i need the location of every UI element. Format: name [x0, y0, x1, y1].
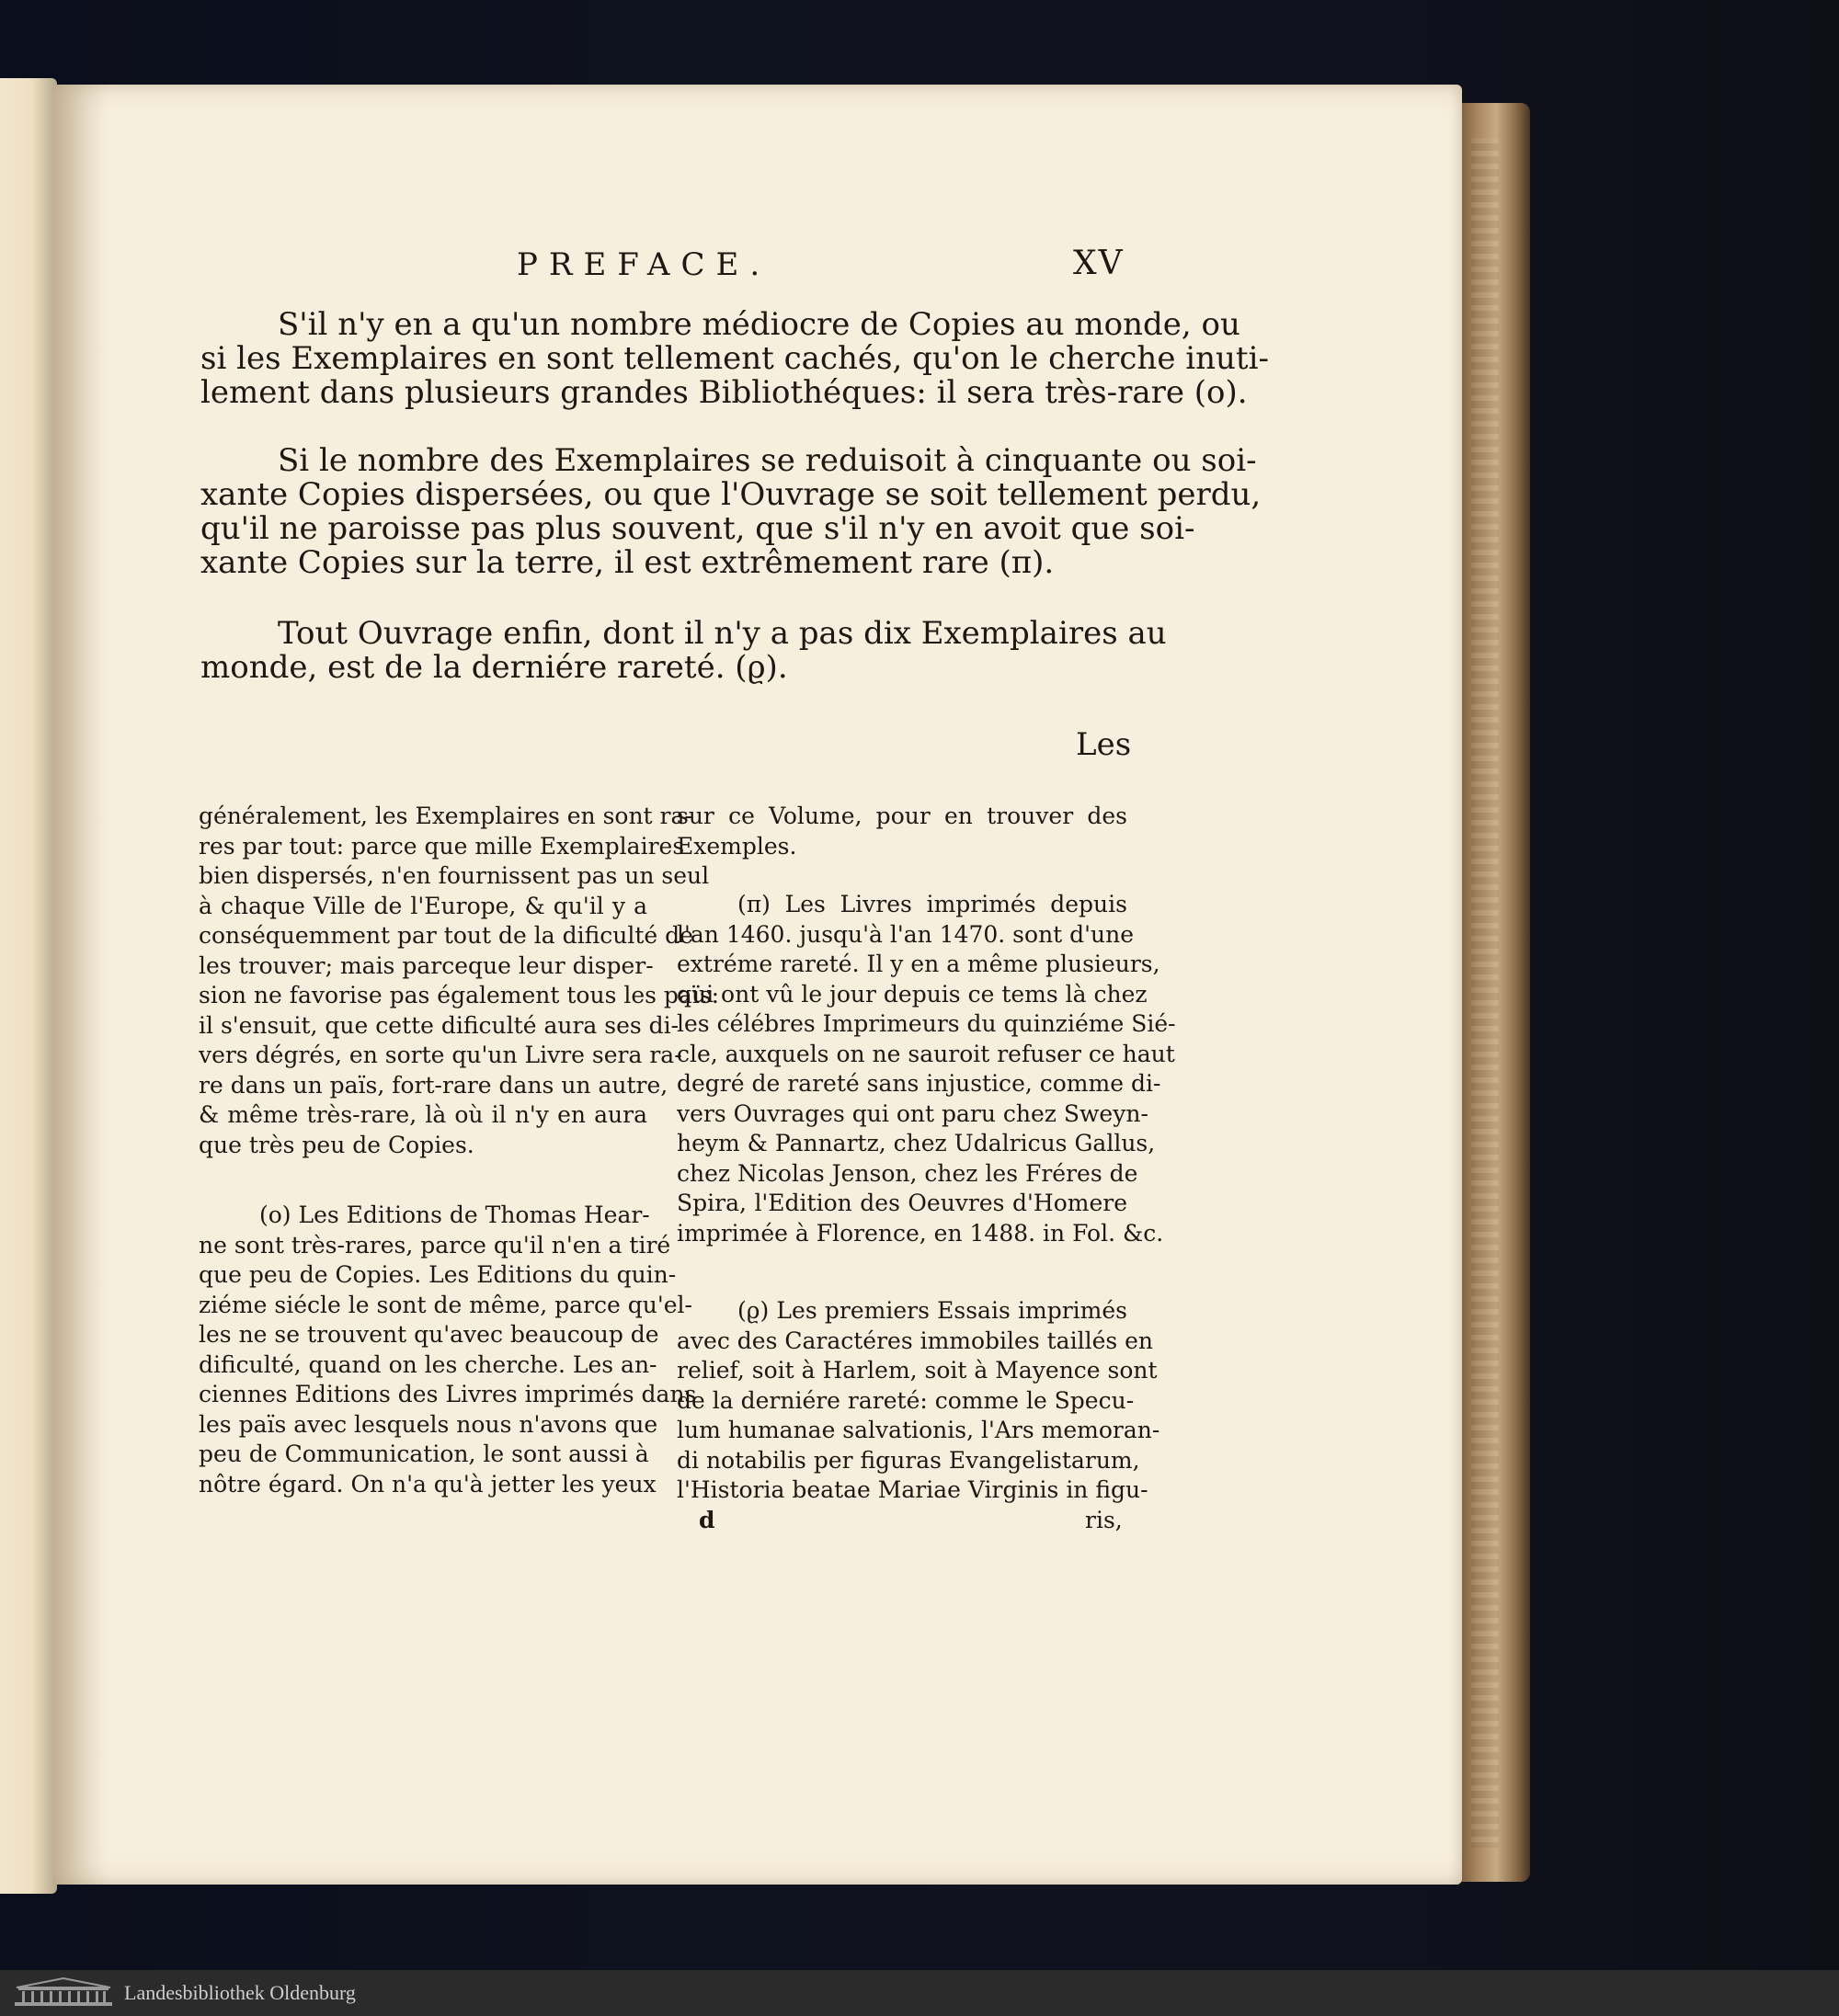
note-line: vers dégrés, en sorte qu'un Livre sera ra-: [199, 1042, 682, 1068]
footnote-o: [199, 1201, 697, 1499]
catchword: Les: [1076, 726, 1132, 763]
note-line: ne sont très-rares, parce qu'il n'en a tiré: [199, 1231, 671, 1259]
signature-mark: d: [699, 1507, 715, 1533]
note-line: nôtre égard. On n'a qu'à jetter les yeux: [199, 1470, 657, 1498]
library-building-icon: [13, 1976, 114, 2010]
note-line: di notabilis per figuras Evangelistarum,: [677, 1446, 1140, 1474]
note-line: imprimée à Florence, en 1488. in Fol. &c.: [677, 1219, 1164, 1247]
text-line: Tout Ouvrage enfin, dont il n'y a pas dix Exemplaires au: [278, 615, 1167, 652]
note-line: vers Ouvrages qui ont paru chez Sweyn-: [677, 1099, 1148, 1127]
note-line: généralement, les Exemplaires en sont ra-: [199, 803, 692, 829]
note-line: bien dispersés, n'en fournissent pas un seul: [199, 862, 710, 889]
note-line: que peu de Copies. Les Editions du quin-: [199, 1261, 677, 1288]
note-line: conséquemment par tout de la dificulté de: [199, 922, 693, 949]
text-line: xante Copies sur la terre, il est extrêmement rare (π).: [200, 544, 1055, 581]
note-line: avec des Caractéres immobiles taillés en: [677, 1327, 1154, 1354]
note-line: & même très-rare, là où il n'y en aura: [199, 1101, 647, 1128]
text-line: Si le nombre des Exemplaires se reduisoit à cinquante ou soi-: [278, 442, 1257, 479]
note-line: sur ce Volume, pour en trouver des: [677, 803, 1127, 829]
note-line: les païs avec lesquels nous n'avons que: [199, 1410, 658, 1438]
text-line: qu'il ne paroisse pas plus souvent, que s'il n'y en avoit que soi-: [200, 510, 1195, 547]
note-line: sion ne favorise pas également tous les païs:: [199, 982, 720, 1008]
text-line: lement dans plusieurs grandes Bibliothéques: il sera très-rare (o).: [200, 374, 1248, 411]
running-header-title: PREFACE.: [517, 246, 771, 283]
main-paragraph-2: [200, 442, 1262, 581]
note-line: de la derniére rareté: comme le Specu-: [677, 1386, 1135, 1414]
note-line: l'Historia beatae Mariae Virginis in figu-: [677, 1476, 1148, 1503]
note-line: l'an 1460. jusqu'à l'an 1470. sont d'une: [677, 920, 1135, 948]
text-line: xante Copies dispersées, ou que l'Ouvrage se soit tellement perdu,: [200, 476, 1262, 513]
left-note-continuation: [199, 802, 720, 1160]
text-line: monde, est de la derniére rareté. (ϱ).: [200, 649, 788, 686]
note-line: heym & Pannartz, chez Udalricus Gallus,: [677, 1130, 1156, 1156]
text-line: si les Exemplaires en sont tellement cachés, qu'on le cherche inuti-: [200, 340, 1269, 377]
cover-texture: [1471, 138, 1499, 1848]
note-line: peu de Communication, le sont aussi à: [199, 1441, 649, 1467]
note-line: les célébres Imprimeurs du quinziéme Sié-: [677, 1010, 1176, 1037]
note-line: qui ont vû le jour depuis ce tems là chez: [677, 980, 1148, 1008]
library-name: Landesbibliothek Oldenburg: [124, 1981, 356, 2004]
gutter-shadow: [53, 85, 109, 1885]
footer-bar: [0, 1970, 1839, 2016]
main-paragraph-1: [200, 306, 1269, 411]
note-line: les trouver; mais parceque leur disper-: [199, 951, 654, 979]
note-line: (o) Les Editions de Thomas Hear-: [259, 1202, 650, 1228]
right-note-continuation: [677, 802, 1127, 861]
note-line: à chaque Ville de l'Europe, & qu'il y a: [199, 892, 647, 919]
note-line: ciennes Editions des Livres imprimés dans: [199, 1381, 697, 1407]
note-line: degré de rareté sans injustice, comme di-: [677, 1070, 1161, 1097]
footnote-pi: [677, 890, 1176, 1248]
note-line: re dans un païs, fort-rare dans un autre,: [199, 1071, 668, 1099]
note-line: ziéme siécle le sont de même, parce qu'el-: [199, 1291, 692, 1318]
note-line: que très peu de Copies.: [199, 1131, 474, 1158]
note-line: (π) Les Livres imprimés depuis: [737, 891, 1127, 917]
note-line: Spira, l'Edition des Oeuvres d'Homere: [677, 1190, 1127, 1216]
note-line: relief, soit à Harlem, soit à Mayence sont: [677, 1357, 1158, 1384]
note-line: res par tout: parce que mille Exemplaires: [199, 832, 685, 860]
note-line: chez Nicolas Jenson, chez les Fréres de: [677, 1159, 1138, 1187]
note-line: (ϱ) Les premiers Essais imprimés: [737, 1297, 1127, 1324]
note-line: il s'ensuit, que cette dificulté aura ses di-: [199, 1011, 680, 1039]
note-line: extréme rareté. Il y en a même plusieurs,: [677, 951, 1160, 977]
previous-page-edge: [0, 78, 57, 1894]
note-line: Exemples.: [677, 832, 797, 860]
footnote-rho: [677, 1296, 1160, 1506]
note-line: dificulté, quand on les cherche. Les an-: [199, 1350, 657, 1378]
main-paragraph-3: [200, 615, 1167, 686]
right-catchword: ris,: [1085, 1507, 1123, 1533]
note-line: lum humanae salvationis, l'Ars memoran-: [677, 1417, 1160, 1443]
note-line: les ne se trouvent qu'avec beaucoup de: [199, 1321, 659, 1348]
note-line: cle, auxquels on ne sauroit refuser ce haut: [677, 1040, 1175, 1067]
page-number: XV: [1073, 245, 1125, 282]
text-line: S'il n'y en a qu'un nombre médiocre de Copies au monde, ou: [278, 306, 1240, 343]
